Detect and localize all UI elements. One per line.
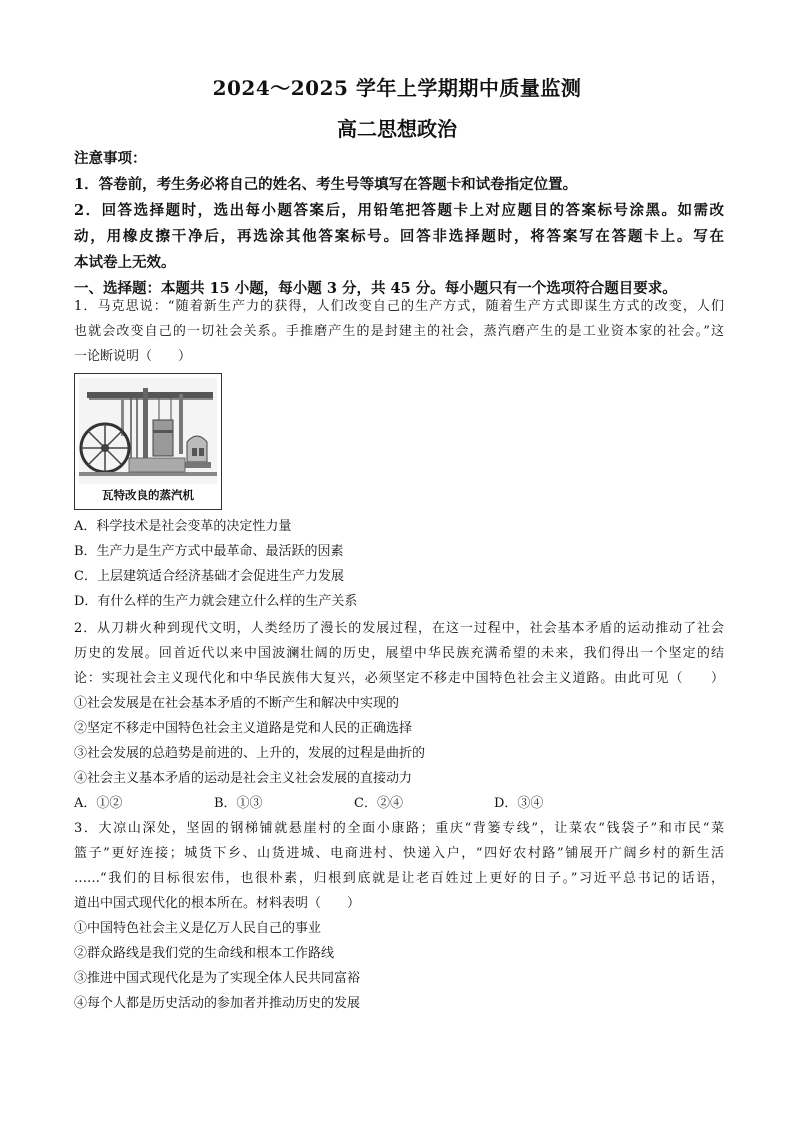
notice-item-2-line-3: 本试卷上无效。 — [74, 254, 176, 271]
q3-statement-3: ③推进中国式现代化是为了实现全体人民共同富裕 — [74, 971, 361, 986]
question-3-line-2: 篮子”更好连接；城货下乡、山货进城、电商进村、快递入户，“四好农村路”铺展开广阔乡村的新生活 — [74, 846, 724, 861]
steam-engine-figure — [74, 373, 222, 510]
figure-caption: 瓦特改良的蒸汽机 — [102, 488, 194, 502]
q3-statement-2: ②群众路线是我们党的生命线和根本工作路线 — [74, 946, 335, 961]
question-2 — [74, 616, 724, 816]
q2-option-c: C．②④ — [354, 796, 403, 811]
q2-option-a: A．①② — [74, 796, 123, 811]
question-2-line-2: 历史的发展。回首近代以来中国波澜壮阔的历史，展望中华民族充满希望的未来，我们得出一个坚定的结 — [74, 646, 724, 661]
q2-options — [74, 791, 724, 816]
question-1-line-2: 也就会改变自己的一切社会关系。手推磨产生的是封建主的社会，蒸汽磨产生的是工业资本家的社会。”这 — [74, 324, 724, 339]
q3-statement-4: ④每个人都是历史活动的参加者并推动历史的发展 — [74, 996, 361, 1011]
notice-item-1: 1．答卷前，考生务必将自己的姓名、考生号等填写在答题卡和试卷指定位置。 — [74, 176, 578, 193]
notice-item-2-line-1: 2．回答选择题时，选出每小题答案后，用铅笔把答题卡上对应题目的答案标号涂黑。如需改 — [74, 202, 724, 219]
question-1-options — [74, 514, 724, 614]
question-1-line-1: 1．马克思说：“随着新生产力的获得，人们改变自己的生产方式，随着生产方式即谋生方式的改变，人们 — [74, 299, 724, 314]
q3-statement-1: ①中国特色社会主义是亿万人民自己的事业 — [74, 921, 322, 936]
exam-title: 2024～2025 学年上学期期中质量监测 — [212, 76, 582, 100]
question-1-stem — [74, 294, 724, 369]
question-3-line-3: ……“我们的目标很宏伟，也很朴素，归根到底就是让老百姓过上更好的日子。”习近平总书记的话语， — [74, 871, 724, 886]
question-3 — [74, 816, 724, 1016]
question-3-line-1: 3．大凉山深处，坚固的钢梯铺就悬崖村的全面小康路；重庆“背篓专线”，让菜农“钱袋子”和市民“菜 — [74, 821, 724, 836]
notice-block — [74, 146, 724, 302]
q2-option-b: B．①③ — [214, 796, 263, 811]
notice-item-2-line-2: 动，用橡皮擦干净后，再选涂其他答案标号。回答非选择题时，将答案写在答题卡上。写在 — [74, 228, 724, 245]
q2-statement-4: ④社会主义基本矛盾的运动是社会主义社会发展的直接动力 — [74, 771, 413, 786]
q1-option-c: C．上层建筑适合经济基础才会促进生产力发展 — [74, 569, 344, 584]
q2-statement-2: ②坚定不移走中国特色社会主义道路是党和人民的正确选择 — [74, 721, 413, 736]
q2-option-d: D．③④ — [494, 796, 544, 811]
question-2-line-1: 2．从刀耕火种到现代文明，人类经历了漫长的发展过程，在这一过程中，社会基本矛盾的运动推动了社会 — [74, 621, 724, 636]
q1-option-b: B．生产力是生产方式中最革命、最活跃的因素 — [74, 544, 344, 559]
q1-option-a: A．科学技术是社会变革的决定性力量 — [74, 519, 292, 534]
q2-statement-1: ①社会发展是在社会基本矛盾的不断产生和解决中实现的 — [74, 696, 400, 711]
q2-statement-3: ③社会发展的总趋势是前进的、上升的，发展的过程是曲折的 — [74, 746, 426, 761]
notice-heading: 注意事项： — [74, 150, 147, 167]
steam-engine-icon — [79, 378, 217, 484]
section-heading: 一、选择题：本题共 15 小题，每小题 3 分，共 45 分。每小题只有一个选项符合题目要求。 — [74, 280, 677, 297]
question-1-line-3: 一论断说明（ ） — [74, 349, 192, 364]
exam-subject: 高二思想政治 — [337, 117, 457, 141]
question-3-line-4: 道出中国式现代化的根本所在。材料表明（ ） — [74, 896, 361, 911]
question-2-line-3: 论：实现社会主义现代化和中华民族伟大复兴，必须坚定不移走中国特色社会主义道路。由此可见（ ） — [74, 671, 724, 686]
q1-option-d: D．有什么样的生产力就会建立什么样的生产关系 — [74, 594, 358, 609]
